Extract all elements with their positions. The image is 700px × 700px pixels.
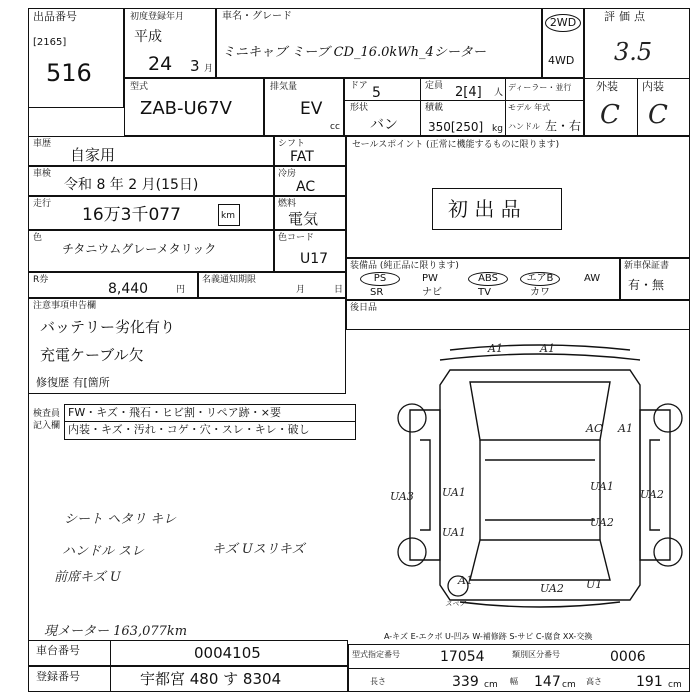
grade-int-label: 内装	[642, 80, 664, 93]
lot-label: 出品番号	[33, 10, 77, 23]
sales-point-value: 初 出 品	[448, 197, 521, 221]
handwritten-scratch: キズ Uスリキズ	[212, 542, 305, 557]
color-code-value: U17	[300, 251, 329, 267]
chassis-divider	[110, 640, 111, 666]
capacity-label: 定員	[425, 81, 444, 91]
aircon-value: AC	[296, 179, 316, 195]
displacement-unit: cc	[330, 122, 340, 132]
mileage-unit: km	[221, 211, 235, 221]
mark-ua2-right: UA2	[590, 516, 614, 529]
load-label: 積載	[425, 103, 444, 113]
recycle-value: 8,440	[108, 281, 149, 297]
dims-label1: 型式指定番号	[352, 650, 400, 659]
warranty-value: 有・無	[628, 278, 665, 292]
dims-label2: 類別区分番号	[512, 650, 560, 659]
capacity-value: 2[4]	[455, 85, 482, 100]
tax-notice-month: 月	[296, 285, 306, 295]
equip-aw: AW	[584, 273, 601, 284]
mileage-value: 16万3千077	[82, 205, 181, 225]
dims-divider	[348, 668, 690, 669]
equip-abs: ABS	[468, 272, 508, 286]
color-code-label: 色コード	[278, 233, 315, 243]
equipment-label: 装備品 (純正品に限ります)	[350, 261, 459, 271]
grade-label: 評価点	[604, 10, 649, 23]
lot-sub: [2165]	[33, 37, 67, 48]
first-reg-month: 3	[190, 57, 200, 75]
specs-v1	[420, 78, 421, 136]
recycle-unit: 円	[176, 285, 186, 295]
specs-v2	[505, 78, 506, 136]
sales-point-label: セールスポイント (正常に機能するものに限ります)	[352, 140, 560, 150]
equip-sr: SR	[370, 287, 384, 298]
wheel-rear-right	[654, 538, 682, 566]
doors-label: ドア	[350, 81, 368, 91]
first-reg-label: 初度登録年月	[130, 12, 185, 22]
steering-value: 左・右	[545, 119, 582, 133]
handwritten-front-seat: 前席キズ U	[54, 570, 121, 585]
dims-len-label: 長さ	[370, 677, 386, 686]
inspector-line1: FW・キズ・飛石・ヒビ割・リペア跡・×要	[68, 406, 281, 419]
handwritten-handle: ハンドル スレ	[62, 544, 145, 559]
inspector-divider	[64, 421, 356, 422]
mark-ua1-right: UA1	[590, 480, 614, 493]
equip-pw: PW	[422, 273, 438, 284]
fuel-value: 電気	[288, 210, 319, 228]
notes-line2: 充電ケーブル欠	[40, 346, 144, 364]
mark-ua1-left: UA1	[442, 486, 466, 499]
grade-value: 3.5	[614, 38, 653, 66]
equip-leather: カワ	[530, 287, 550, 298]
mark-ua3: UA3	[390, 490, 414, 503]
model-label: 車名・グレード	[222, 11, 292, 22]
handwritten-meter: 現メーター 163,077km	[44, 624, 188, 639]
shift-value: FAT	[290, 149, 314, 165]
mark-a1-top-right: A1	[540, 342, 555, 355]
type-value: ZAB-U67V	[140, 98, 232, 119]
model-year-label: モデル 年式	[508, 103, 551, 112]
shape-value: バン	[370, 117, 398, 133]
mark-spare: スペア	[445, 600, 466, 608]
mark-a1-right-door: A1	[618, 422, 633, 435]
drive-2wd: 2WD	[545, 14, 581, 32]
damage-legend: A-キズ E-エクボ U-凹み W-補修跡 S-サビ C-腐食 XX-交換	[384, 632, 593, 641]
chassis-label: 車台番号	[36, 644, 80, 657]
rear-box	[346, 300, 690, 330]
wheel-front-right	[654, 404, 682, 432]
equip-ps: PS	[360, 272, 400, 286]
aircon-label: 冷房	[278, 169, 297, 179]
plate-label: 登録番号	[36, 670, 80, 683]
mark-a1-top-left: A1	[488, 342, 503, 355]
grade-int-value: C	[648, 100, 668, 130]
first-reg-year: 24	[148, 53, 173, 75]
mark-ua1-mid-left: UA1	[442, 526, 466, 539]
color-label: 色	[33, 233, 43, 243]
load-value: 350[250]	[428, 120, 484, 134]
model-value: ミニキャブ ミーブ CD_16.0kWh_4シーター	[222, 45, 486, 60]
usage-box	[28, 136, 274, 166]
shift-label: シフト	[278, 139, 306, 149]
usage-value: 自家用	[70, 146, 116, 164]
inspector-label: 検査員 記入欄	[33, 409, 61, 431]
recycle-label: R券	[33, 275, 49, 285]
doors-value: 5	[372, 85, 381, 101]
notes-repair: 修復歴 有[箇所	[36, 376, 110, 389]
first-reg-era: 平成	[134, 29, 162, 45]
dims-len: 339	[452, 674, 479, 690]
car-diagram	[390, 330, 690, 630]
grade-ext-label: 外装	[596, 80, 618, 93]
plate-divider	[110, 666, 111, 692]
equip-tv: TV	[478, 287, 491, 298]
chassis-value: 0004105	[194, 644, 261, 662]
wheel-rear-left	[398, 538, 426, 566]
drive-4wd: 4WD	[548, 54, 575, 67]
dealer-label: ディーラー・並行	[508, 83, 572, 92]
mark-ua2-bottom: UA2	[540, 582, 564, 595]
inspection-value: 令和 8 年 2 月(15日)	[64, 177, 199, 193]
plate-value: 宇都宮 480 す 8304	[140, 670, 282, 688]
type-label: 型式	[130, 82, 149, 92]
notes-label: 注意事項申告欄	[33, 301, 97, 311]
displacement-label: 排気量	[270, 82, 298, 92]
color-value: チタニウムグレーメタリック	[62, 242, 217, 256]
fuel-label: 燃料	[278, 199, 297, 209]
mark-ua2-right-outer: UA2	[640, 488, 664, 501]
steering-label: ハンドル	[508, 122, 540, 131]
wheel-front-left	[398, 404, 426, 432]
dims-val2: 0006	[610, 649, 646, 665]
dims-height: 191	[636, 674, 663, 690]
dims-width: 147	[534, 674, 561, 690]
inspection-label: 車検	[33, 169, 52, 179]
tax-notice-label: 名義通知期限	[202, 275, 257, 285]
lot-box	[28, 8, 124, 108]
inspector-line2: 内装・キズ・汚れ・コゲ・穴・スレ・キレ・破し	[68, 423, 310, 436]
warranty-label: 新車保証書	[624, 261, 670, 271]
shape-label: 形状	[350, 103, 369, 113]
load-unit: kg	[492, 124, 503, 134]
dims-width-label: 幅	[510, 677, 518, 686]
usage-label: 車歴	[33, 139, 52, 149]
equip-navi: ナビ	[422, 287, 442, 298]
notes-line1: バッテリー劣化有り	[40, 318, 176, 336]
mark-u1-bottom-right: U1	[586, 578, 603, 591]
grade-ext-value: C	[600, 100, 620, 130]
handwritten-seat: シート ヘタリ キレ	[64, 512, 177, 527]
equip-airbag: エアB	[520, 272, 560, 286]
dims-val1: 17054	[440, 649, 485, 665]
mileage-label: 走行	[33, 199, 52, 209]
capacity-unit: 人	[494, 88, 504, 98]
grade-mid-divider	[637, 78, 638, 136]
dims-height-unit: cm	[668, 680, 682, 690]
dims-len-unit: cm	[484, 680, 498, 690]
car-outline	[410, 345, 670, 607]
mark-a1-bottom-left: A1	[458, 574, 473, 587]
tax-notice-day: 日	[334, 285, 344, 295]
lot-number: 516	[46, 59, 92, 87]
dims-width-unit: cm	[562, 680, 576, 690]
mark-ac: AC	[586, 422, 603, 435]
rear-label: 後日品	[350, 303, 378, 313]
displacement-value: EV	[300, 99, 323, 119]
first-reg-month-unit: 月	[204, 64, 214, 74]
dims-height-label: 高さ	[586, 677, 602, 686]
